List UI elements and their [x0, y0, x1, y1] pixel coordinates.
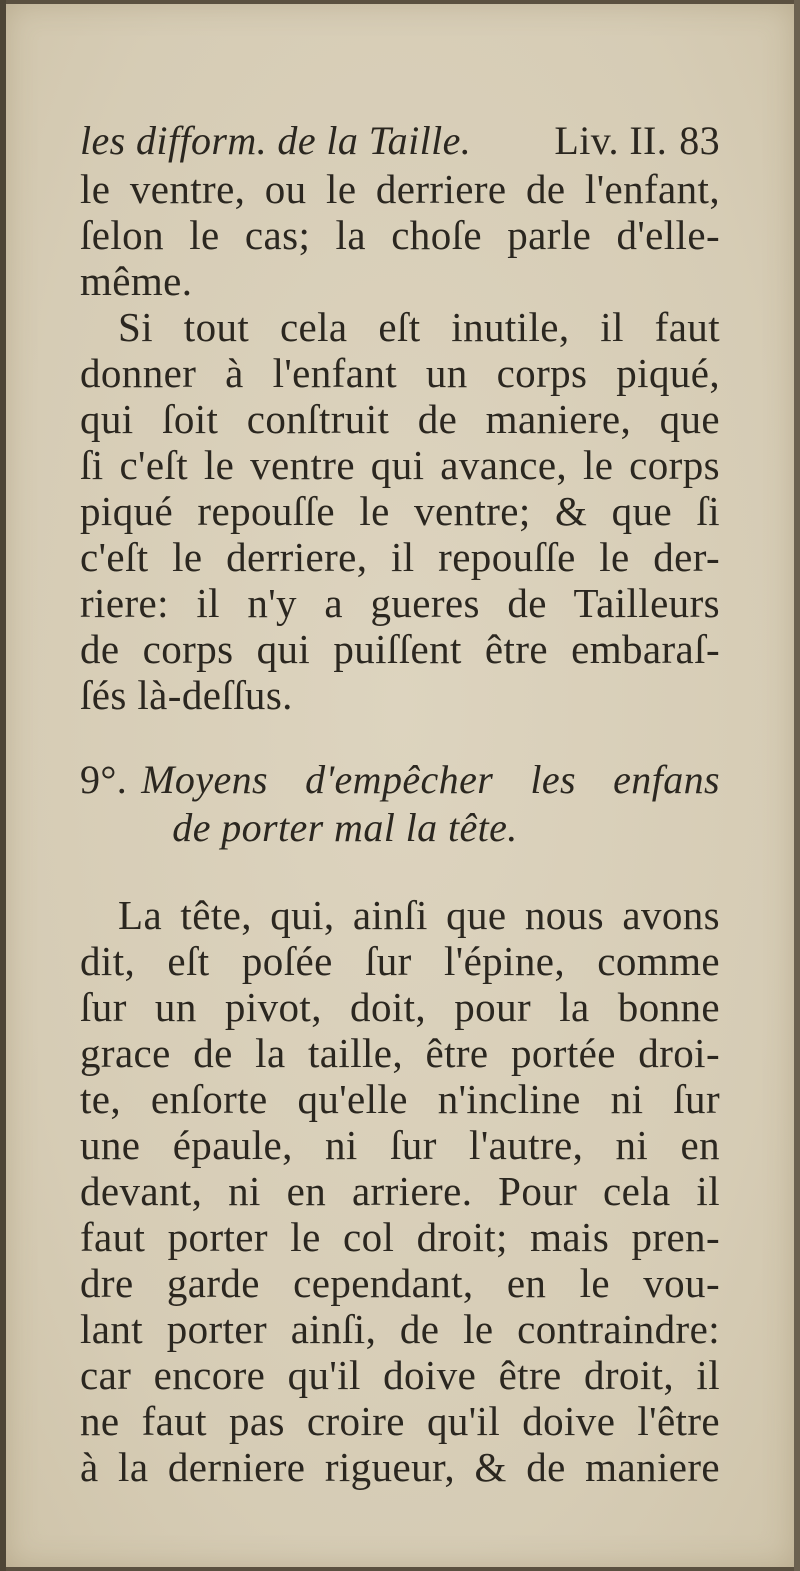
text-line: devant, ni en arriere. Pour cela il — [80, 1168, 720, 1214]
text-line: donner à l'enfant un corps piqué, — [80, 350, 720, 396]
section-heading — [80, 756, 720, 852]
paragraph-2 — [80, 304, 720, 718]
text-line: le ventre, ou le derriere de l'enfant, — [80, 166, 720, 212]
text-line: à la derniere rigueur, & de maniere — [80, 1444, 720, 1490]
text-line: de corps qui puiſſent être embaraſ- — [80, 626, 720, 672]
text-line: ſur un pivot, doit, pour la bonne — [80, 984, 720, 1030]
text-line: ſelon le cas; la choſe parle d'elle- — [80, 212, 720, 258]
running-head-right — [554, 118, 720, 164]
page-text-block — [80, 118, 720, 1490]
text-line: piqué repouſſe le ventre; & que ſi — [80, 488, 720, 534]
text-line: même. — [80, 258, 193, 304]
paragraph-1 — [80, 166, 720, 304]
text-line: car encore qu'il doive être droit, il — [80, 1352, 720, 1398]
running-head-title: les difform. de la Taille. — [80, 118, 472, 163]
text-line: Si tout cela eſt inutile, il faut — [118, 304, 720, 350]
text-line: La tête, qui, ainſi que nous avons — [118, 892, 720, 938]
running-head — [80, 118, 720, 164]
scan-edge-right — [794, 0, 800, 1571]
text-line: ſi c'eſt le ventre qui avance, le corps — [80, 442, 720, 488]
text-line: faut porter le col droit; mais pren- — [80, 1214, 720, 1260]
text-line: te, enſorte qu'elle n'incline ni ſur — [80, 1076, 720, 1122]
text-line: c'eſt le derriere, il repouſſe le der- — [80, 534, 720, 580]
page-number: 83 — [679, 118, 720, 163]
text-line: ne faut pas croire qu'il doive l'être — [80, 1398, 720, 1444]
section-heading-line-1 — [80, 756, 720, 804]
section-number: 9°. — [80, 757, 128, 802]
running-head-book: Liv. II. — [554, 118, 668, 163]
text-line: grace de la taille, être portée droi- — [80, 1030, 720, 1076]
text-line: dit, eſt poſée ſur l'épine, comme — [80, 938, 720, 984]
text-line: qui ſoit conſtruit de maniere, que — [80, 396, 720, 442]
text-line: riere: il n'y a gueres de Tailleurs — [80, 580, 720, 626]
section-heading-line-2: de porter mal la tête. — [172, 805, 518, 850]
section-title-text: Moyens d'empêcher les enfans — [141, 757, 720, 802]
text-line: lant porter ainſi, de le contraindre: — [80, 1306, 720, 1352]
text-line: dre garde cependant, en le vou- — [80, 1260, 720, 1306]
text-line: ſés là-deſſus. — [80, 672, 293, 718]
paragraph-3 — [80, 892, 720, 1490]
text-line: une épaule, ni ſur l'autre, ni en — [80, 1122, 720, 1168]
